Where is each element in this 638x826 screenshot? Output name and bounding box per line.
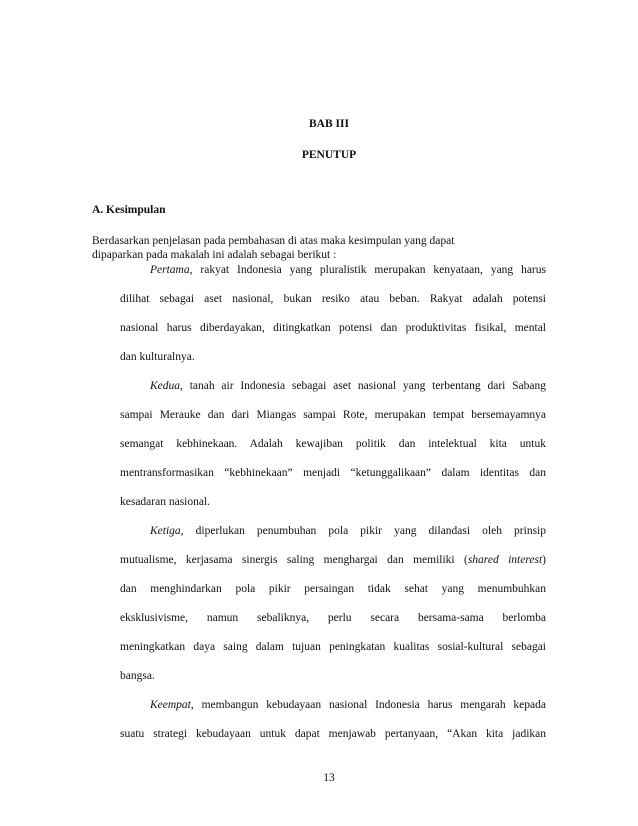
paragraph-line: bangsa. bbox=[120, 670, 155, 682]
paragraph-text: diperlukan penumbuhan pola pikir yang dilandasi oleh prinsip bbox=[183, 525, 546, 537]
page-number: 13 bbox=[323, 772, 335, 784]
paragraph-line: kesadaran nasional. bbox=[120, 496, 211, 508]
paragraph-lead: Pertama, bbox=[150, 264, 193, 276]
paragraph-text: , membangun kebudayaan nasional Indonesia harus mengarah kepada bbox=[190, 699, 546, 711]
paragraph-line: suatu strategi kebudayaan untuk dapat menjawab pertanyaan, “Akan kita jadikan bbox=[120, 728, 546, 740]
paragraph-text: rakyat Indonesia yang pluralistik merupakan kenyataan, yang harus bbox=[192, 264, 546, 276]
paragraph-text: tanah air Indonesia sebagai aset nasional yang terbentang dari Sabang bbox=[182, 380, 546, 392]
paragraph-line: dilihat sebagai aset nasional, bukan resiko atau beban. Rakyat adalah potensi bbox=[120, 293, 546, 305]
paragraph-line: semangat kebhinekaan. Adalah kewajiban politik dan intelektual kita untuk bbox=[120, 438, 546, 450]
paragraph-line bbox=[120, 554, 546, 566]
paragraph-lead: Ketiga, bbox=[150, 525, 184, 537]
paragraph-line: eksklusivisme, namun sebaliknya, perlu secara bersama-sama berlomba bbox=[120, 612, 546, 624]
paragraph-line: sampai Merauke dan dari Miangas sampai Rote, merupakan tempat bersemayamnya bbox=[120, 409, 546, 421]
italic-term: shared interest bbox=[467, 554, 543, 566]
intro-line: dipaparkan pada makalah ini adalah sebagai berikut : bbox=[92, 249, 337, 261]
intro-line: Berdasarkan penjelasan pada pembahasan di atas maka kesimpulan yang dapat bbox=[92, 235, 455, 247]
section-heading: A. Kesimpulan bbox=[92, 204, 166, 216]
chapter-number: BAB III bbox=[309, 118, 349, 130]
paragraph-first-line bbox=[150, 699, 546, 711]
paragraph-first-line bbox=[150, 380, 546, 392]
paragraph-lead: Kedua, bbox=[150, 380, 183, 392]
paragraph-first-line bbox=[150, 525, 546, 537]
paragraph-lead: Keempat bbox=[150, 699, 191, 711]
paragraph-line: dan kulturalnya. bbox=[120, 351, 195, 363]
paragraph-line: mentransformasikan “kebhinekaan” menjadi “ketunggalikaan” dalam identitas dan bbox=[120, 467, 546, 479]
paragraph-text: mutualisme, kerjasama sinergis saling menghargai dan memiliki ( bbox=[120, 554, 468, 566]
paragraph-line: dan menghindarkan pola pikir persaingan tidak sehat yang menumbuhkan bbox=[120, 583, 546, 595]
paragraph-line: meningkatkan daya saing dalam tujuan peningkatan kualitas sosial-kultural sebagai bbox=[120, 641, 546, 653]
paragraph-text: ) bbox=[542, 554, 546, 566]
paragraph-first-line bbox=[150, 264, 546, 276]
chapter-title: PENUTUP bbox=[301, 149, 357, 161]
paragraph-line: nasional harus diberdayakan, ditingkatkan potensi dan produktivitas fisikal, mental bbox=[120, 322, 546, 334]
